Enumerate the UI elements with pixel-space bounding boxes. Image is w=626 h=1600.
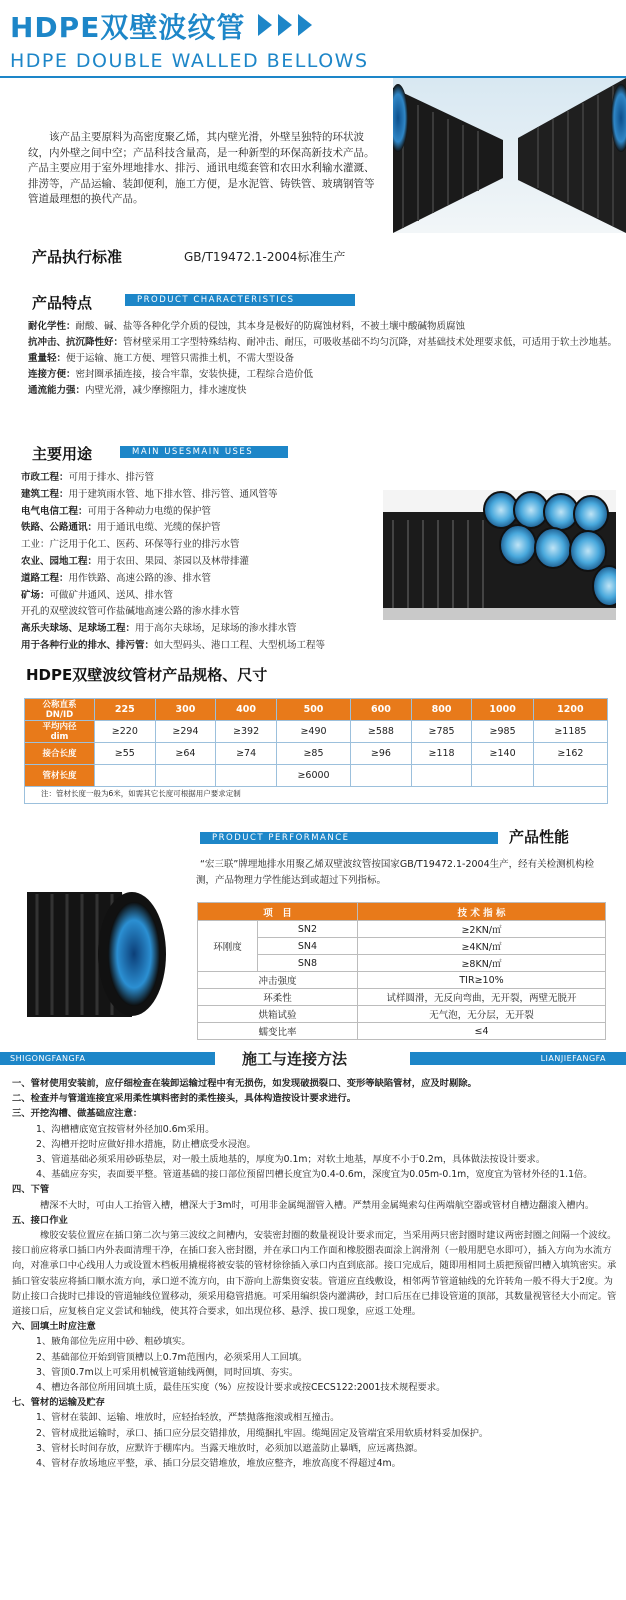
use-item: 市政工程：可用于排水、排污管 (21, 472, 155, 483)
construction-line: 五、接口作业 (12, 1214, 68, 1226)
table-cell: ≥294 (155, 721, 216, 743)
standard-text: GB/T19472.1-2004标准生产 (184, 250, 346, 264)
feature-item: 连接方便：密封圈承插连接，接合牢靠，安装快捷，工程综合造价低 (28, 369, 314, 380)
construction-line: 2、管材成批运输时，承口、插口应分层交错排放，用缆捆扎牢固。缆绳固定及管端宜采用软质材料妥加保护。 (36, 1427, 489, 1439)
use-item: 农业、园地工程：用于农田、果园、茶园以及林带排灌 (21, 555, 250, 567)
features-band: PRODUCT CHARACTERISTICS (125, 294, 355, 306)
table-cell: 环刚度 (198, 921, 258, 972)
use-item: 工业：广泛用于化工、医药、环保等行业的排污水管 (21, 539, 240, 551)
page-subtitle: HDPE DOUBLE WALLED BELLOWS (10, 50, 369, 72)
performance-band: PRODUCT PERFORMANCE (200, 832, 498, 844)
table-cell: 烘箱试验 (198, 1006, 358, 1023)
use-item: 铁路、公路通讯：用于通讯电缆、光缆的保护管 (21, 522, 221, 534)
table-cell: ≥74 (216, 743, 277, 765)
table-row (25, 743, 608, 765)
table-cell: SN2 (258, 921, 358, 938)
construction-line: 橡胶安装位置应在插口第二次与第三波纹之间槽内，安装密封圈的数量视设计要求而定，当采用两只密封圈时建议两密封圈之间隔一个波纹。接口前应将承口插口内外表面清理干净，在插口套入密封圈，并在承口内工作面和橡胶圈表面涂上润滑剂（一般用肥皂水即可），插入方向为水流方向，对准承口中心线用人力或设置木档板用撬棍将被安装的管材徐徐插入承口内直到底部。接口完成后，随即用相同土质把预留凹槽入填筑密实。承插口管安装应将插口顺水流方向，承口逆不流方向，由下游向上游集资安装。管道应直线敷设，相邻两节管道轴线的允许转角一般不得大于2度。为防止接口合拢时已排设的管道轴线位置移动，须采用稳管措施。可采用编织袋内灌满砂，封口后压在已排设管道的顶部，其数量视管径大小而定。管道接口后，应复核自定义尝试和轴线，使其符合要求，如出现位移、悬浮、拔口现象，应返工处理。 (12, 1230, 617, 1318)
table-cell: 试样圆滑，无反向弯曲，无开裂，两壁无脱开 (358, 989, 606, 1006)
table-row (198, 1023, 606, 1040)
table-cell: ≥55 (95, 743, 156, 765)
table-cell: ≥118 (411, 743, 472, 765)
construction-line: 4、槽边各部位所用回填土质，最佳压实度（%）应按设计要求或按CECS122:2001技术规程要求。 (36, 1382, 446, 1394)
table-row (25, 721, 608, 743)
pipe-section-photo (22, 872, 172, 1022)
feature-item: 耐化学性：耐酸、碱、盐等各种化学介质的侵蚀，其本身是极好的防腐蚀材料，不被土壤中酸碱物质腐蚀 (28, 321, 466, 332)
table-cell: ≥2KN/㎡ (358, 921, 606, 938)
table-cell: ≥985 (472, 721, 533, 743)
row-header: 接合长度 (25, 743, 95, 765)
table-cell: ≥8KN/㎡ (358, 955, 606, 972)
table-cell: ≥64 (155, 743, 216, 765)
use-item: 高乐夫球场、足球场工程：用于高尔夫球场，足球场的渗水排水管 (21, 623, 297, 635)
construction-line: 二、检查并与管道连接宜采用柔性填料密封的柔性接头，具体构造按设计要求进行。 (12, 1093, 356, 1105)
table-cell: ≥4KN/㎡ (358, 938, 606, 955)
table-row (198, 921, 606, 938)
table-cell: 400 (216, 699, 277, 721)
table-cell: SN4 (258, 938, 358, 955)
triple-arrow-icon (258, 12, 328, 38)
performance-text: “宏三联”牌埋地排水用聚乙烯双壁波纹管按国家GB/T19472.1-2004生产，经有关检测机构检测，产品物理力学性能达到或超过下列指标。 (196, 859, 595, 886)
feature-item: 重量轻：便于运输、施工方便、埋管只需推土机，不需大型设备 (28, 353, 295, 364)
use-item: 开孔的双壁波纹管可作盐碱地高速公路的渗水排水管 (21, 606, 240, 618)
use-item: 电气电信工程：可用于各种动力电缆的保护管 (21, 505, 212, 517)
table-row (198, 972, 606, 989)
features-list (28, 319, 618, 399)
uses-band: MAIN USESMAIN USES (120, 446, 288, 458)
construction-line: 3、管材长时间存放，应默许于棚库内。当露天堆放时，必须加以遮盖防止暴晒，应远离热源。 (36, 1442, 424, 1454)
construction-line: 2、基础部位开始到管顶槽以上0.7m范围内，必须采用人工回填。 (36, 1351, 308, 1363)
table-header-cell: 项 目 (198, 903, 358, 921)
construction-line: 六、回填土时应注意 (12, 1321, 96, 1333)
construction-line: 槽深不大时，可由人工抬管入槽，槽深大于3m时，可用非金属绳溜管入槽。严禁用金属绳索勾住两端航空器或管材自槽边翻滚入槽内。 (40, 1199, 595, 1211)
construction-line: 1、管材在装卸、运输、堆放时，应轻抬轻放，严禁抛落拖滚或相互撞击。 (36, 1412, 340, 1424)
table-cell: ≥85 (276, 743, 350, 765)
table-header-row (198, 903, 606, 921)
pipes-photo (393, 78, 626, 233)
table-cell: 300 (155, 699, 216, 721)
spec-title: HDPE双壁波纹管材产品规格、尺寸 (26, 666, 268, 684)
use-item: 道路工程：用作铁路、高速公路的渗、排水管 (21, 572, 212, 584)
spec-note: 注：管材长度一般为6米，如需其它长度可根据用户要求定制 (24, 784, 608, 804)
construction-band-right: LIANJIEFANGFA (410, 1052, 626, 1065)
construction-line: 1、沟槽槽底宽宜按管材外径加0.6m采用。 (36, 1123, 215, 1135)
table-header-cell: 技 术 指 标 (358, 903, 606, 921)
table-cell: ≥96 (351, 743, 412, 765)
table-cell: 环柔性 (198, 989, 358, 1006)
table-cell: ≥140 (472, 743, 533, 765)
table-cell: 600 (351, 699, 412, 721)
construction-body (12, 1076, 618, 1471)
table-cell: 500 (276, 699, 350, 721)
construction-line: 一、管材使用安装前，应仔细检查在装卸运输过程中有无损伤，如发现破损裂口、变形等缺陷管材，应及时剔除。 (12, 1078, 477, 1089)
table-cell: ≥392 (216, 721, 277, 743)
use-item: 用于各种行业的排水、排污管：如大型码头、港口工程、大型机场工程等 (21, 639, 326, 651)
table-cell: 冲击强度 (198, 972, 358, 989)
construction-line: 四、下管 (12, 1184, 50, 1196)
construction-line: 七、管材的运输及贮存 (12, 1397, 105, 1409)
row-header: 公称直系 DN/ID (25, 699, 95, 721)
row-header: 管材长度 (25, 765, 95, 787)
page-title: HDPE双壁波纹管 (10, 11, 246, 44)
table-cell: ≥220 (95, 721, 156, 743)
table-cell: TIR≥10% (358, 972, 606, 989)
construction-line: 4、管材存放场地应平整，承、插口分层交错堆放，堆放应整齐，堆放高度不得超过4m。 (36, 1458, 401, 1470)
construction-line: 3、管道基础必须采用砂砾垫层，对一般土质地基的，厚度为0.1m；对软土地基，厚度不小于0.2m，具体做法按设计要求。 (36, 1154, 546, 1166)
table-cell: 800 (411, 699, 472, 721)
table-row (198, 989, 606, 1006)
uses-title: 主要用途 (32, 445, 93, 463)
table-cell: 225 (95, 699, 156, 721)
table-cell: ≥162 (533, 743, 607, 765)
table-cell: ≥588 (351, 721, 412, 743)
construction-line: 2、沟槽开挖时应做好排水措施，防止槽底受水浸泡。 (36, 1138, 256, 1150)
table-cell: ≥785 (411, 721, 472, 743)
feature-item: 抗冲击、抗沉降性好：管材壁采用工字型特殊结构、耐冲击、耐压，可吸收基础不均匀沉降，对基础技术处理要求低，可适用于软土沙地基。 (28, 337, 618, 348)
table-row (25, 699, 608, 721)
table-cell: ≥6000 (276, 765, 350, 787)
feature-item: 通流能力强：内壁光滑，减少摩擦阻力，排水速度快 (28, 385, 247, 396)
table-cell: ≥1185 (533, 721, 607, 743)
table-cell: SN8 (258, 955, 358, 972)
table-row (198, 1006, 606, 1023)
use-item: 建筑工程：用于建筑雨水管、地下排水管、排污管、通风管等 (21, 488, 278, 500)
table-cell: 蠕变比率 (198, 1023, 358, 1040)
intro-paragraph: 该产品主要原料为高密度聚乙烯，其内壁光滑，外壁呈独特的环状波纹，内外壁之间中空；产品科技含量高，是一种新型的环保高新技术产品。产品主要应用于室外埋地排水、排污、通讯电缆套管和农田水利输水灌溉、排涝等，产品运输、装卸便利，施工方便，是水泥管、铸铁管、玻璃钢管等管道最理想的换代产品。 (28, 131, 375, 205)
features-title: 产品特点 (32, 294, 93, 312)
construction-title: 施工与连接方法 (242, 1050, 348, 1068)
construction-line: 1、腋角部位先应用中砂、粗砂填实。 (36, 1336, 191, 1348)
construction-line: 三、开挖沟槽、做基础应注意： (12, 1108, 143, 1120)
uses-list (21, 470, 391, 655)
performance-title: 产品性能 (509, 828, 570, 846)
table-cell: 1200 (533, 699, 607, 721)
construction-band-left: SHIGONGFANGFA (0, 1052, 215, 1065)
table-cell: 无气泡，无分层，无开裂 (358, 1006, 606, 1023)
standard-title: 产品执行标准 (32, 248, 123, 266)
table-row (198, 955, 606, 972)
table-cell: ≥490 (276, 721, 350, 743)
construction-line: 3、管顶0.7m以上可采用机械管道轴线两侧，同时回填、夯实。 (36, 1366, 299, 1378)
row-header: 平均内径 dim (25, 721, 95, 743)
table-cell: ≤4 (358, 1023, 606, 1040)
table-row (198, 938, 606, 955)
construction-line: 4、基础应夯实，表面要平整。管道基础的接口部位预留凹槽长度宜为0.4-0.6m，深度宜为0.05m-0.1m，宽度宜为管材外径的1.1倍。 (36, 1169, 593, 1181)
use-item: 矿场：可做矿井通风、送风、排水管 (21, 589, 174, 601)
table-cell: 1000 (472, 699, 533, 721)
performance-table (197, 902, 606, 1040)
pipes-stack-photo (383, 490, 616, 620)
spec-table (24, 698, 608, 787)
